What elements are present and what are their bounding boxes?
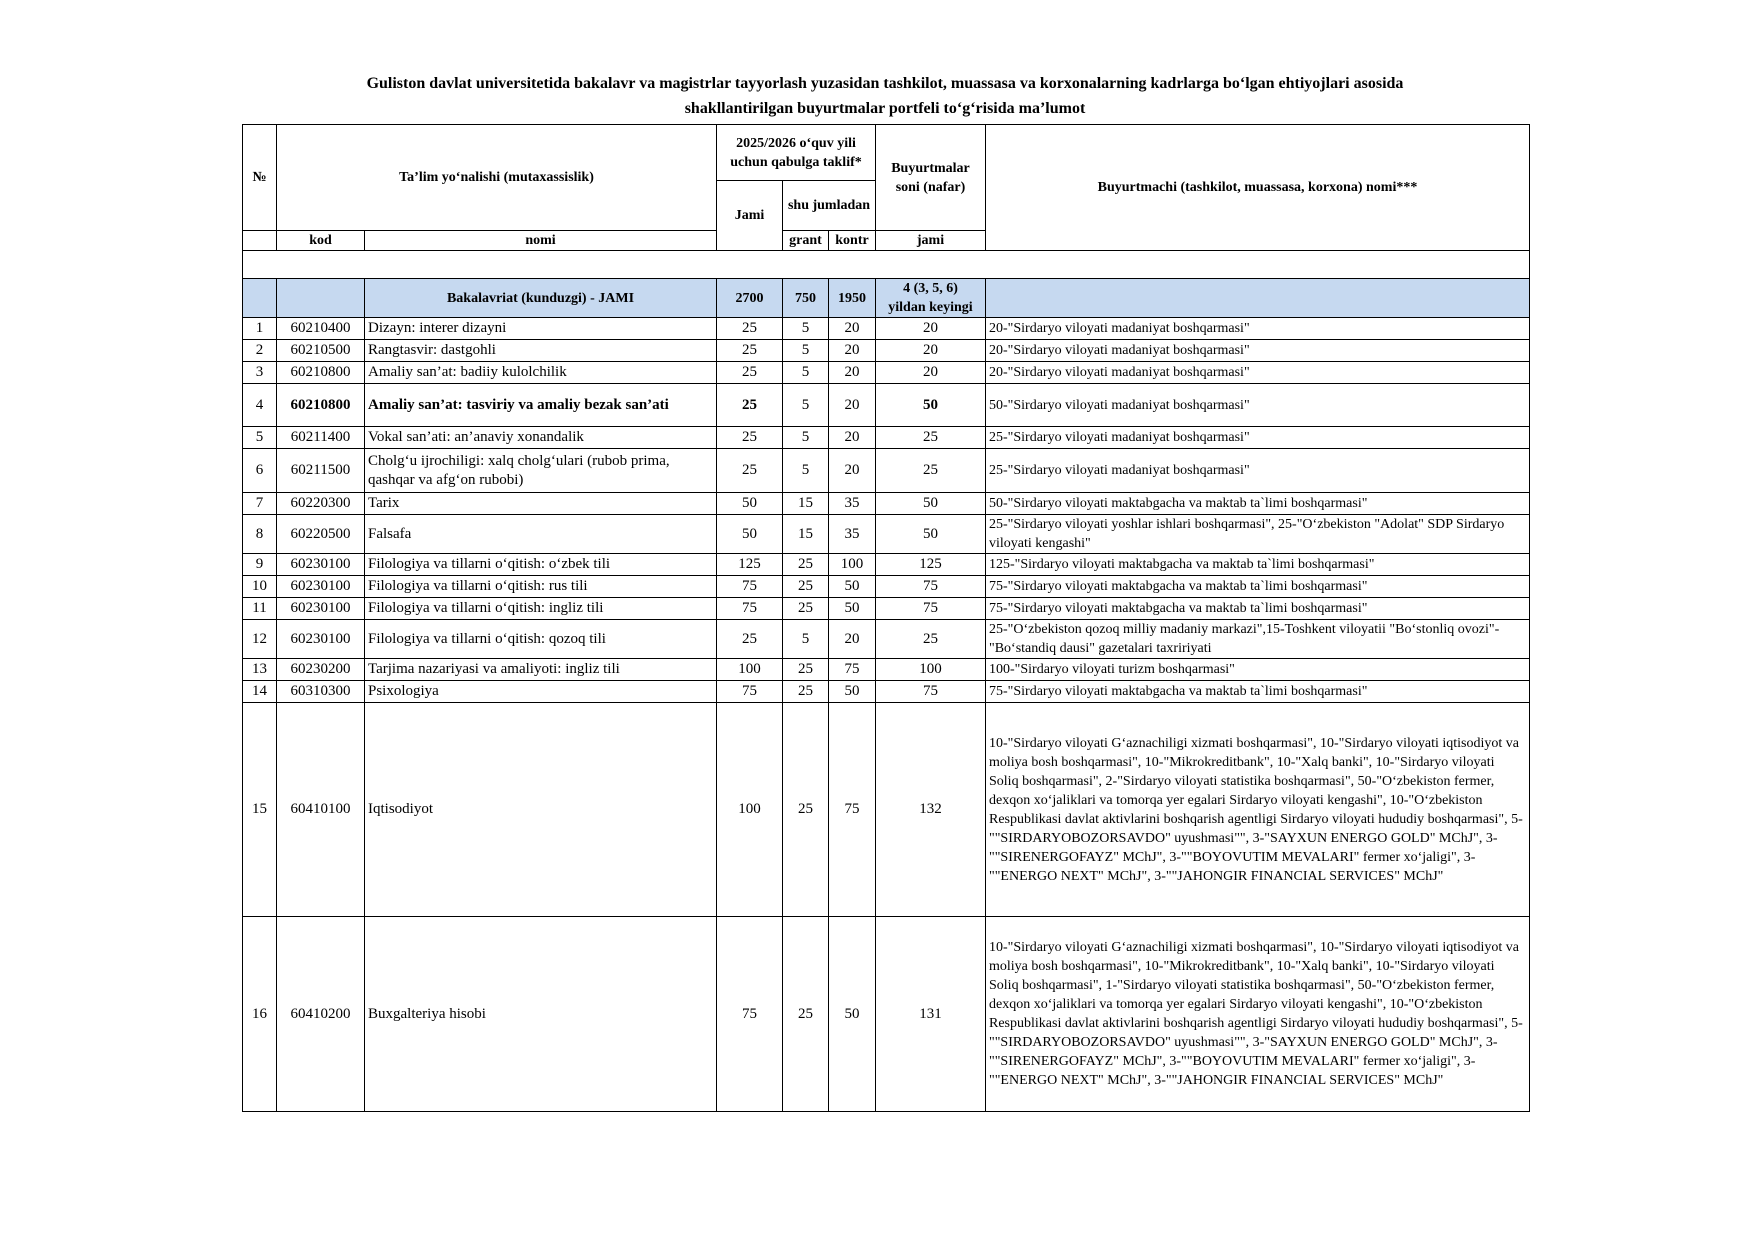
row-jami: 25 (717, 362, 783, 384)
row-name: Iqtisodiyot (365, 703, 717, 917)
row-customer: 75-"Sirdaryo viloyati maktabgacha va maktab ta`limi boshqarmasi" (986, 598, 1530, 620)
row-number: 5 (243, 427, 277, 449)
row-code: 60230100 (277, 598, 365, 620)
row-kontr: 35 (829, 515, 876, 554)
row-orders: 75 (876, 598, 986, 620)
table-row (243, 917, 1530, 1112)
row-number: 10 (243, 576, 277, 598)
row-kontr: 20 (829, 318, 876, 340)
row-grant: 25 (783, 554, 829, 576)
row-code: 60211400 (277, 427, 365, 449)
row-name: Cholg‘u ijrochiligi: xalq cholg‘ulari (rubob prima, qashqar va afg‘on rubobi) (365, 449, 717, 493)
row-code: 60220500 (277, 515, 365, 554)
row-code: 60210400 (277, 318, 365, 340)
row-name: Dizayn: interer dizayni (365, 318, 717, 340)
total-label: Bakalavriat (kunduzgi) - JAMI (365, 279, 717, 318)
row-orders: 75 (876, 576, 986, 598)
row-customer: 10-"Sirdaryo viloyati G‘aznachiligi xizmati boshqarmasi", 10-"Sirdaryo viloyati iqtisodiyot va moliya bosh boshqarmasi", 10-"Mikrokreditbank", 10-"Xalq banki", 10-"Sirdaryo viloyati Soliq boshqarmasi", 2-"Sirdaryo viloyati statistika boshqarmasi", 50-"O‘zbekiston fermer, dexqon xo‘jaliklari va tomorqa yer egalari Sirdaryo viloyati kengashi", 10-"O‘zbekiston Respublikasi davlat aktivlarini boshqarish agentligi Sirdaryo viloyati hududiy boshqarmasi", 5-""SIRDARYOBOZORSAVDO" uyushmasi"", 3-"SAYXUN ENERGO GOLD" MChJ", 3-""SIRENERGOFAYZ" MChJ", 3-""BOYOVUTIM MEVALARI" fermer xo‘jaligi", 3-""ENERGO NEXT" MChJ", 3-""JAHONGIR FINANCIAL SERVICES" MChJ" (986, 703, 1530, 917)
row-number: 8 (243, 515, 277, 554)
table-row (243, 554, 1530, 576)
header-jami: Jami (717, 181, 783, 251)
row-kontr: 20 (829, 340, 876, 362)
row-jami: 50 (717, 515, 783, 554)
total-orders (876, 279, 986, 318)
row-orders: 100 (876, 659, 986, 681)
row-orders: 25 (876, 427, 986, 449)
row-customer: 10-"Sirdaryo viloyati G‘aznachiligi xizmati boshqarmasi", 10-"Sirdaryo viloyati iqtisodiyot va moliya bosh boshqarmasi", 10-"Mikrokreditbank", 10-"Xalq banki", 10-"Sirdaryo viloyati Soliq boshqarmasi", 1-"Sirdaryo viloyati statistika boshqarmasi", 50-"O‘zbekiston fermer, dexqon xo‘jaliklari va tomorqa yer egalari Sirdaryo viloyati kengashi", 10-"O‘zbekiston Respublikasi davlat aktivlarini boshqarish agentligi Sirdaryo viloyati hududiy boshqarmasi", 5-""SIRDARYOBOZORSAVDO" uyushmasi"", 3-"SAYXUN ENERGO GOLD" MChJ", 3-""SIRENERGOFAYZ" MChJ", 3-""BOYOVUTIM MEVALARI" fermer xo‘jaligi", 3-""ENERGO NEXT" MChJ", 3-""JAHONGIR FINANCIAL SERVICES" MChJ" (986, 917, 1530, 1112)
row-customer: 50-"Sirdaryo viloyati maktabgacha va maktab ta`limi boshqarmasi" (986, 493, 1530, 515)
row-jami: 100 (717, 703, 783, 917)
row-code: 60230200 (277, 659, 365, 681)
row-code: 60211500 (277, 449, 365, 493)
header-shu-jumladan: shu jumladan (783, 181, 876, 231)
row-customer: 25-"Sirdaryo viloyati madaniyat boshqarmasi" (986, 427, 1530, 449)
total-row (243, 279, 1530, 318)
row-jami: 75 (717, 917, 783, 1112)
row-number: 13 (243, 659, 277, 681)
total-code (277, 279, 365, 318)
document-title (240, 71, 1530, 121)
row-kontr: 50 (829, 681, 876, 703)
table-row (243, 362, 1530, 384)
row-name: Filologiya va tillarni o‘qitish: ingliz tili (365, 598, 717, 620)
row-number: 15 (243, 703, 277, 917)
total-customer (986, 279, 1530, 318)
title-line-1: Guliston davlat universitetida bakalavr va magistrlar tayyorlash yuzasidan tashkilot, muassasa va korxonalarning kadrlarga bo‘lgan ehtiyojlari asosida (366, 75, 1404, 92)
total-orders-line-1: 4 (3, 5, 6) (903, 281, 958, 296)
header-empty (243, 231, 277, 251)
row-jami: 25 (717, 620, 783, 659)
row-jami: 75 (717, 681, 783, 703)
row-orders: 50 (876, 515, 986, 554)
row-grant: 25 (783, 917, 829, 1112)
row-number: 12 (243, 620, 277, 659)
row-name: Filologiya va tillarni o‘qitish: o‘zbek tili (365, 554, 717, 576)
header-customer: Buyurtmachi (tashkilot, muassasa, korxona) nomi*** (986, 125, 1530, 251)
row-code: 60410100 (277, 703, 365, 917)
row-jami: 25 (717, 427, 783, 449)
total-jami: 2700 (717, 279, 783, 318)
row-orders: 25 (876, 620, 986, 659)
row-name: Buxgalteriya hisobi (365, 917, 717, 1112)
row-name: Tarjima nazariyasi va amaliyoti: ingliz tili (365, 659, 717, 681)
title-line-2: shakllantirilgan buyurtmalar portfeli to‘g‘risida ma’lumot (684, 100, 1086, 117)
row-orders: 50 (876, 384, 986, 427)
row-jami: 25 (717, 340, 783, 362)
row-number: 2 (243, 340, 277, 362)
row-orders: 20 (876, 340, 986, 362)
row-name: Falsafa (365, 515, 717, 554)
total-orders-line-2: yildan keyingi (888, 300, 973, 315)
row-grant: 15 (783, 493, 829, 515)
table-row (243, 427, 1530, 449)
row-name: Tarix (365, 493, 717, 515)
table-row (243, 493, 1530, 515)
row-code: 60310300 (277, 681, 365, 703)
row-grant: 5 (783, 362, 829, 384)
row-kontr: 20 (829, 384, 876, 427)
row-grant: 5 (783, 449, 829, 493)
row-jami: 125 (717, 554, 783, 576)
row-kontr: 35 (829, 493, 876, 515)
row-orders: 125 (876, 554, 986, 576)
row-kontr: 20 (829, 362, 876, 384)
row-kontr: 20 (829, 427, 876, 449)
row-code: 60210800 (277, 384, 365, 427)
header-kontr: kontr (829, 231, 876, 251)
table-row (243, 620, 1530, 659)
table-row (243, 340, 1530, 362)
row-code: 60220300 (277, 493, 365, 515)
row-kontr: 20 (829, 620, 876, 659)
table-row (243, 576, 1530, 598)
row-customer: 100-"Sirdaryo viloyati turizm boshqarmasi" (986, 659, 1530, 681)
row-grant: 25 (783, 576, 829, 598)
total-kontr: 1950 (829, 279, 876, 318)
row-grant: 5 (783, 318, 829, 340)
row-kontr: 20 (829, 449, 876, 493)
row-grant: 15 (783, 515, 829, 554)
row-orders: 50 (876, 493, 986, 515)
row-customer: 25-"Sirdaryo viloyati yoshlar ishlari boshqarmasi", 25-"O‘zbekiston "Adolat" SDP Sirdaryo viloyati kengashi" (986, 515, 1530, 554)
row-orders: 75 (876, 681, 986, 703)
row-customer: 20-"Sirdaryo viloyati madaniyat boshqarmasi" (986, 318, 1530, 340)
row-name: Amaliy san’at: tasviriy va amaliy bezak san’ati (365, 384, 717, 427)
row-jami: 25 (717, 384, 783, 427)
row-grant: 5 (783, 620, 829, 659)
row-customer: 25-"Sirdaryo viloyati madaniyat boshqarmasi" (986, 449, 1530, 493)
header-direction: Ta’lim yo‘nalishi (mutaxassislik) (277, 125, 717, 231)
row-kontr: 100 (829, 554, 876, 576)
row-name: Amaliy san’at: badiiy kulolchilik (365, 362, 717, 384)
row-name: Filologiya va tillarni o‘qitish: rus tili (365, 576, 717, 598)
row-grant: 25 (783, 681, 829, 703)
row-number: 11 (243, 598, 277, 620)
row-name: Psixologiya (365, 681, 717, 703)
row-code: 60410200 (277, 917, 365, 1112)
row-customer: 125-"Sirdaryo viloyati maktabgacha va maktab ta`limi boshqarmasi" (986, 554, 1530, 576)
row-customer: 20-"Sirdaryo viloyati madaniyat boshqarmasi" (986, 362, 1530, 384)
row-number: 16 (243, 917, 277, 1112)
row-kontr: 50 (829, 917, 876, 1112)
table-row (243, 384, 1530, 427)
row-grant: 5 (783, 384, 829, 427)
row-customer: 20-"Sirdaryo viloyati madaniyat boshqarmasi" (986, 340, 1530, 362)
row-number: 7 (243, 493, 277, 515)
row-customer: 75-"Sirdaryo viloyati maktabgacha va maktab ta`limi boshqarmasi" (986, 576, 1530, 598)
row-code: 60210800 (277, 362, 365, 384)
header-num: № (243, 125, 277, 231)
header-row-1 (243, 125, 1530, 181)
total-num (243, 279, 277, 318)
row-orders: 20 (876, 362, 986, 384)
total-grant: 750 (783, 279, 829, 318)
table-row (243, 449, 1530, 493)
row-orders: 20 (876, 318, 986, 340)
table-row (243, 318, 1530, 340)
row-code: 60230100 (277, 576, 365, 598)
row-code: 60230100 (277, 554, 365, 576)
row-grant: 25 (783, 703, 829, 917)
row-number: 14 (243, 681, 277, 703)
orders-table (242, 124, 1530, 1112)
row-jami: 50 (717, 493, 783, 515)
row-orders: 131 (876, 917, 986, 1112)
row-number: 1 (243, 318, 277, 340)
row-name: Vokal san’ati: an’anaviy xonandalik (365, 427, 717, 449)
blank-row (243, 251, 1530, 279)
row-name: Rangtasvir: dastgohli (365, 340, 717, 362)
row-jami: 25 (717, 449, 783, 493)
table-row (243, 515, 1530, 554)
row-orders: 25 (876, 449, 986, 493)
row-kontr: 75 (829, 703, 876, 917)
row-number: 3 (243, 362, 277, 384)
row-jami: 75 (717, 576, 783, 598)
row-name: Filologiya va tillarni o‘qitish: qozoq tili (365, 620, 717, 659)
table-row (243, 703, 1530, 917)
table-row (243, 681, 1530, 703)
row-kontr: 50 (829, 576, 876, 598)
row-grant: 25 (783, 659, 829, 681)
row-kontr: 75 (829, 659, 876, 681)
header-nomi: nomi (365, 231, 717, 251)
row-kontr: 50 (829, 598, 876, 620)
row-jami: 75 (717, 598, 783, 620)
row-jami: 100 (717, 659, 783, 681)
header-quota: 2025/2026 o‘quv yili uchun qabulga taklif* (717, 125, 876, 181)
row-grant: 25 (783, 598, 829, 620)
header-jami-lower: jami (876, 231, 986, 251)
row-number: 4 (243, 384, 277, 427)
row-number: 6 (243, 449, 277, 493)
table-row (243, 659, 1530, 681)
row-jami: 25 (717, 318, 783, 340)
blank-cell (243, 251, 1530, 279)
header-grant: grant (783, 231, 829, 251)
header-kod: kod (277, 231, 365, 251)
row-grant: 5 (783, 340, 829, 362)
row-orders: 132 (876, 703, 986, 917)
row-grant: 5 (783, 427, 829, 449)
table-row (243, 598, 1530, 620)
row-customer: 25-"O‘zbekiston qozoq milliy madaniy markazi",15-Toshkent viloyatii "Bo‘stonliq ovozi"-"Bo‘standiq dausi" gazetalari taxririyati (986, 620, 1530, 659)
row-customer: 50-"Sirdaryo viloyati madaniyat boshqarmasi" (986, 384, 1530, 427)
row-number: 9 (243, 554, 277, 576)
row-customer: 75-"Sirdaryo viloyati maktabgacha va maktab ta`limi boshqarmasi" (986, 681, 1530, 703)
row-code: 60230100 (277, 620, 365, 659)
row-code: 60210500 (277, 340, 365, 362)
header-orders: Buyurtmalar soni (nafar) (876, 125, 986, 231)
